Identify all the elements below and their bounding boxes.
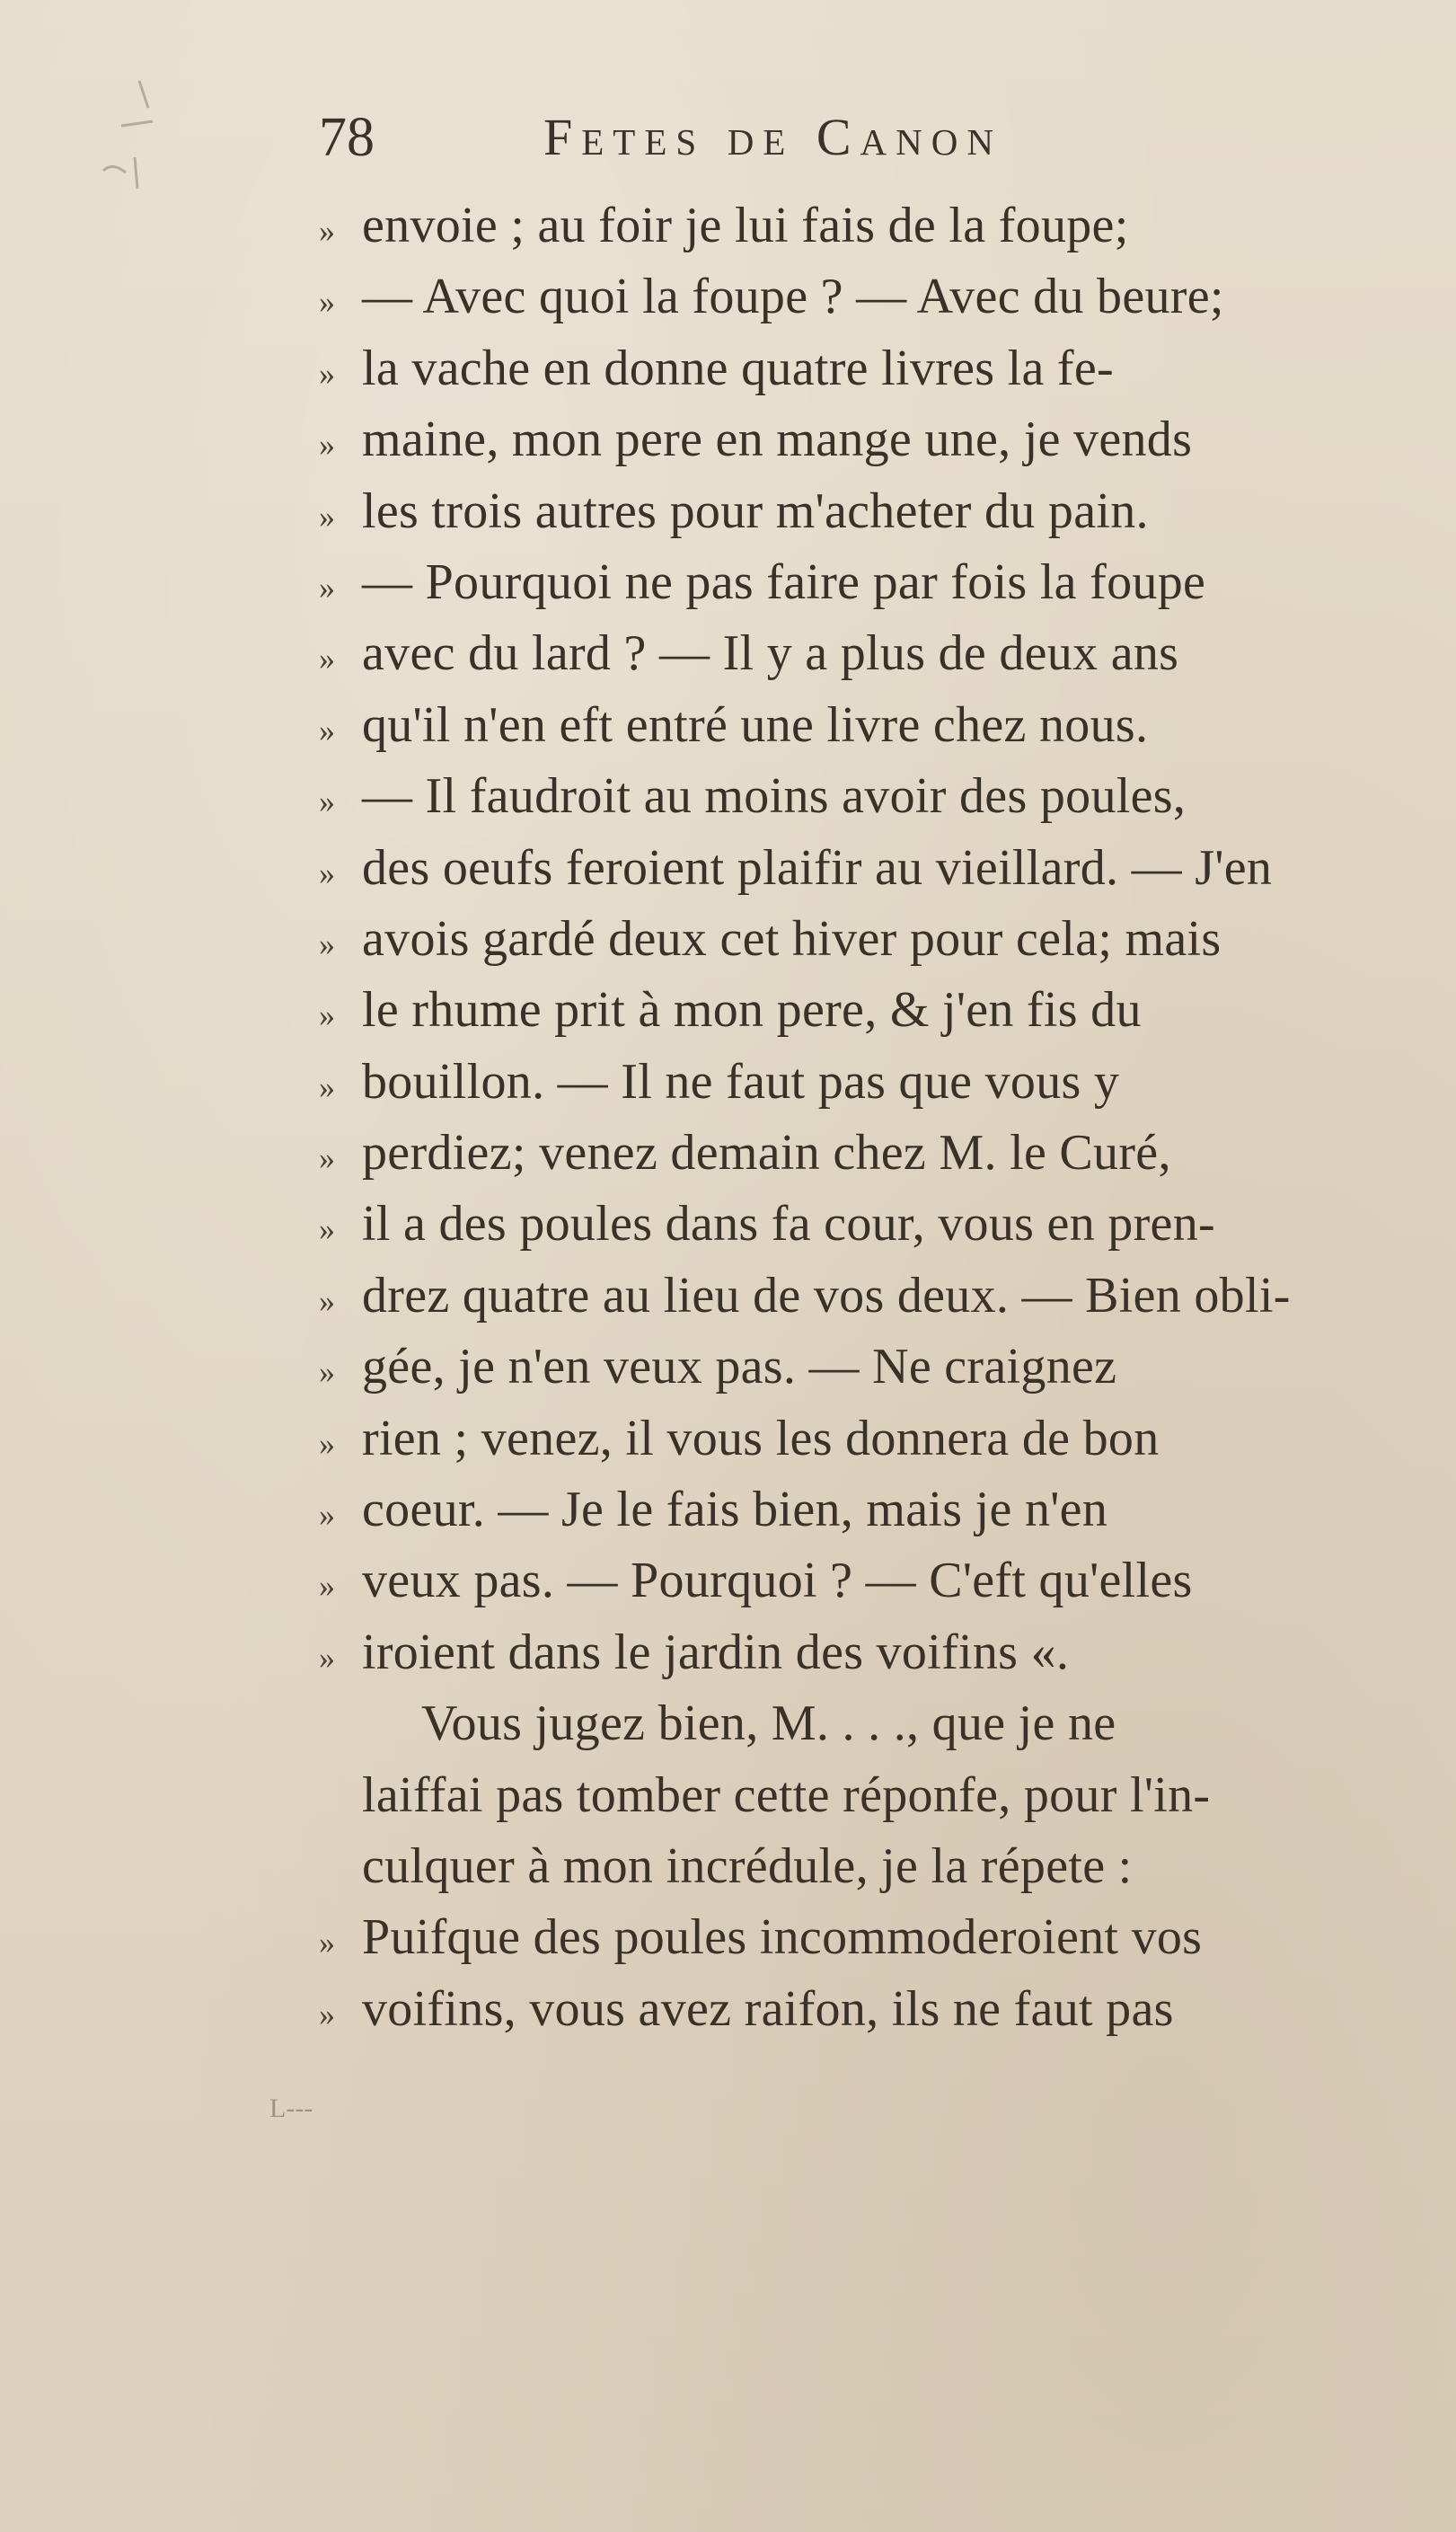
line-text: — Pourquoi ne pas faire par fois la foupe <box>362 553 1206 610</box>
line-text: laiffai pas tomber cette réponfe, pour l'in- <box>362 1766 1211 1823</box>
text-line <box>319 476 1343 547</box>
line-text: la vache en donne quatre livres la fe- <box>362 340 1114 396</box>
text-line <box>319 404 1343 475</box>
line-text: coeur. — Je le fais bien, mais je n'en <box>362 1482 1108 1538</box>
text-line <box>319 261 1343 332</box>
text-line <box>319 1118 1343 1189</box>
quote-mark: » <box>319 213 335 249</box>
text-line <box>319 1902 1343 1973</box>
text-line <box>319 333 1343 404</box>
quote-mark: » <box>319 569 335 606</box>
line-text: envoie ; au foir je lui fais de la foupe; <box>362 198 1129 253</box>
quote-mark: » <box>319 784 335 820</box>
quote-mark: » <box>319 1140 335 1177</box>
text-line <box>319 833 1343 904</box>
text-line <box>319 904 1343 975</box>
line-text: il a des poules dans fa cour, vous en pren- <box>362 1196 1215 1253</box>
text-line <box>319 1403 1343 1474</box>
text-line <box>319 690 1343 761</box>
text-line <box>319 761 1343 832</box>
running-head <box>319 106 1181 169</box>
line-text: culquer à mon incrédule, je la répete : <box>362 1837 1133 1894</box>
text-line <box>319 1047 1343 1118</box>
text-line <box>319 1617 1343 1688</box>
line-text: gée, je n'en veux pas. — Ne craignez <box>362 1339 1117 1395</box>
line-text: iroient dans le jardin des voifins «. <box>362 1624 1070 1680</box>
quote-mark: » <box>319 712 335 748</box>
quote-mark: » <box>319 1925 335 1961</box>
quote-mark: » <box>319 1425 335 1462</box>
text-line <box>319 190 1343 261</box>
text-body <box>319 190 1343 2045</box>
text-line <box>319 1261 1343 1332</box>
quote-mark: » <box>319 997 335 1034</box>
line-text: voifins, vous avez raifon, ils ne faut pas <box>362 1980 1174 2037</box>
text-line <box>319 1189 1343 1260</box>
quote-mark: » <box>319 1068 335 1105</box>
text-line <box>319 1545 1343 1616</box>
line-text: les trois autres pour m'acheter du pain. <box>362 482 1149 539</box>
line-text: Puifque des poules incommoderoient vos <box>362 1909 1203 1966</box>
line-text: perdiez; venez demain chez M. le Curé, <box>362 1125 1171 1182</box>
margin-scribble: L--- <box>269 2094 313 2123</box>
text-line <box>319 1831 1343 1902</box>
text-line <box>319 618 1343 689</box>
line-text: avois gardé deux cet hiver pour cela; mais <box>362 910 1222 967</box>
line-text: — Avec quoi la foupe ? — Avec du beure; <box>362 269 1224 325</box>
text-line <box>319 1760 1343 1831</box>
quote-mark: » <box>319 284 335 321</box>
text-line <box>319 1688 1343 1759</box>
text-line <box>319 1474 1343 1545</box>
quote-mark: » <box>319 427 335 464</box>
line-text: — Il faudroit au moins avoir des poules, <box>362 768 1187 825</box>
quote-mark: » <box>319 854 335 891</box>
quote-mark: » <box>319 498 335 535</box>
text-line <box>319 547 1343 618</box>
quote-mark: » <box>319 1639 335 1676</box>
margin-pencil-marks <box>85 72 166 198</box>
quote-mark: » <box>319 1211 335 1248</box>
line-text: drez quatre au lieu de vos deux. — Bien obli- <box>362 1267 1291 1324</box>
line-text: avec du lard ? — Il y a plus de deux ans <box>362 625 1179 682</box>
quote-mark: » <box>319 355 335 392</box>
line-text: des oeufs feroient plaifir au vieillard. — J'en <box>362 839 1273 896</box>
line-text: le rhume prit à mon pere, & j'en fis du <box>362 982 1142 1039</box>
text-line <box>319 975 1343 1046</box>
quote-mark: » <box>319 1996 335 2032</box>
line-text: veux pas. — Pourquoi ? — C'eft qu'elles <box>362 1553 1193 1609</box>
quote-mark: » <box>319 1354 335 1391</box>
line-text: Vous jugez bien, M. . . ., que je ne <box>421 1695 1116 1752</box>
line-text: rien ; venez, il vous les donnera de bon <box>362 1410 1160 1466</box>
page-number: 78 <box>319 107 375 168</box>
line-text: maine, mon pere en mange une, je vends <box>362 412 1193 468</box>
text-line <box>319 1974 1343 2045</box>
quote-mark: » <box>319 641 335 677</box>
line-text: qu'il n'en eft entré une livre chez nous. <box>362 696 1149 753</box>
text-line <box>319 1332 1343 1403</box>
quote-mark: » <box>319 925 335 962</box>
line-text: bouillon. — Il ne faut pas que vous y <box>362 1053 1120 1110</box>
quote-mark: » <box>319 1568 335 1605</box>
quote-mark: » <box>319 1282 335 1319</box>
running-title: Fetes de Canon <box>543 108 1002 166</box>
quote-mark: » <box>319 1497 335 1534</box>
